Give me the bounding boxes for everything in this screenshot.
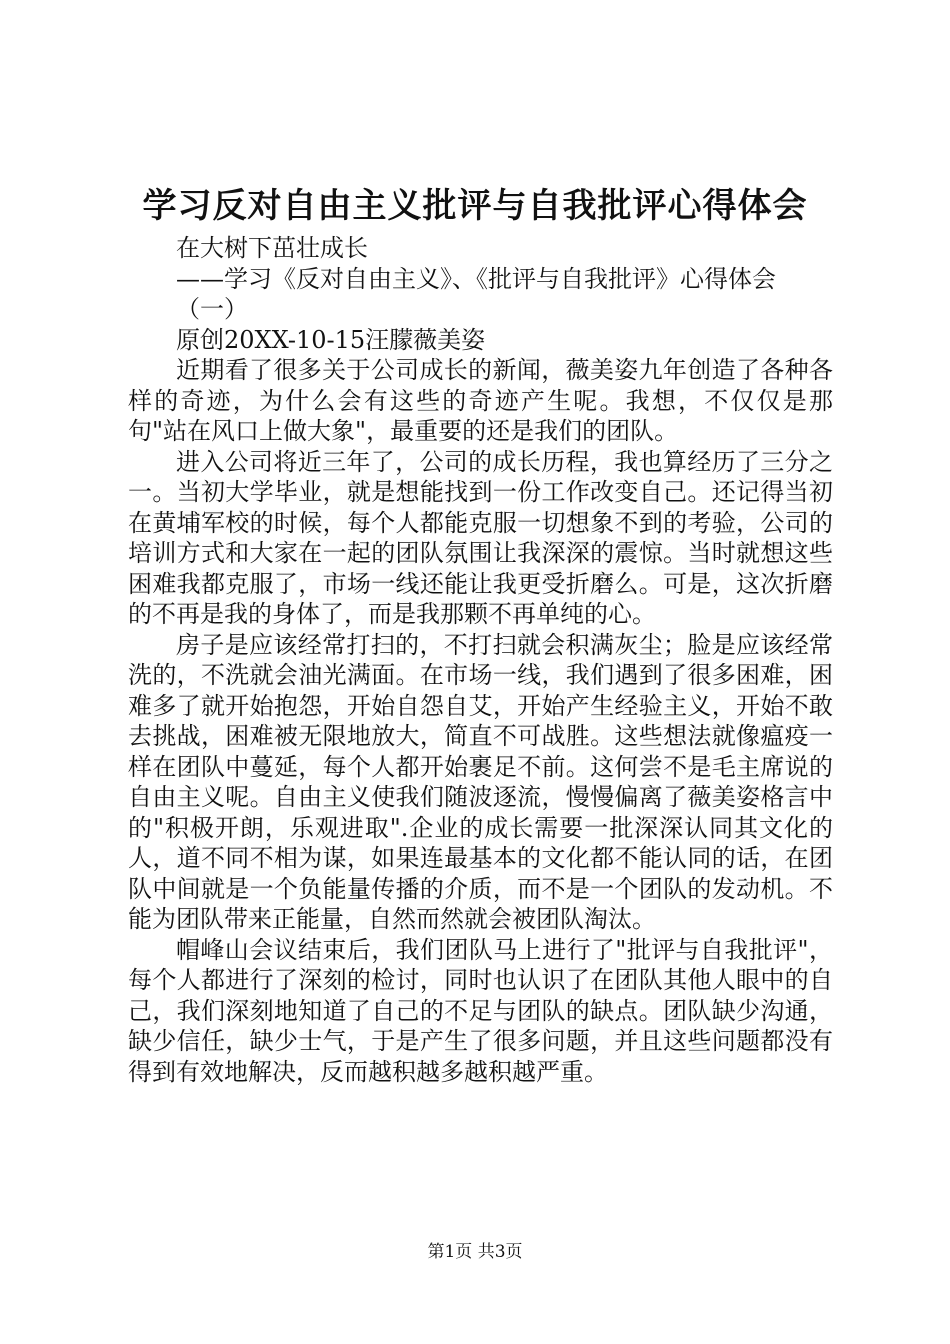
body-paragraph: 房子是应该经常打扫的，不打扫就会积满灰尘；脸是应该经常洗的，不洗就会油光满面。在市场一线，我们遇到了很多困难，困难多了就开始抱怨，开始自怨自艾，开始产生经验主义，开始不敢去挑战，困难被无限地放大，简直不可战胜。这些想法就像瘟疫一样在团队中蔓延，每个人都开始裹足不前。这何尝不是毛主席说的自由主义呢。自由主义使我们随波逐流，慢慢偏离了薇美姿格言中的"积极开朗，乐观进取".企业的成长需要一批深深认同其文化的人，道不同不相为谋，如果连最基本的文化都不能认同的话，在团队中间就是一个负能量传播的介质，而不是一个团队的发动机。不能为团队带来正能量，自然而然就会被团队淘汰。 (128, 630, 833, 933)
body-paragraph: 帽峰山会议结束后，我们团队马上进行了"批评与自我批评"，每个人都进行了深刻的检讨，同时也认识了在团队其他人眼中的自己，我们深刻地知道了自己的不足与团队的缺点。团队缺少沟通，缺少信任，缺少士气，于是产生了很多问题，并且这些问题都没有得到有效地解决，反而越积越多越积越严重。 (128, 935, 833, 1086)
byline: 原创20XX-10-15汪朦薇美姿 (176, 325, 486, 354)
section-number: （一） (176, 295, 248, 323)
body-paragraph: 近期看了很多关于公司成长的新闻，薇美姿九年创造了各种各样的奇迹，为什么会有这些的奇迹产生呢。我想，不仅仅是那句"站在风口上做大象"，最重要的还是我们的团队。 (128, 356, 833, 445)
document-body (128, 233, 833, 1087)
subtitle-line: 在大树下茁壮成长 (176, 234, 368, 262)
page-number-footer: 第1页 共3页 (427, 1242, 523, 1262)
subtitle-line: ——学习《反对自由主义》、《批评与自我批评》心得体会 (176, 264, 776, 293)
body-paragraph: 进入公司将近三年了，公司的成长历程，我也算经历了三分之一。当初大学毕业，就是想能找到一份工作改变自己。还记得当初在黄埔军校的时候，每个人都能克服一切想象不到的考验，公司的培训方式和大家在一起的团队氛围让我深深的震惊。当时就想这些困难我都克服了，市场一线还能让我更受折磨么。可是，这次折磨的不再是我的身体了，而是我那颗不再单纯的心。 (128, 447, 833, 628)
document-title: 学习反对自由主义批评与自我批评心得体会 (142, 186, 808, 226)
